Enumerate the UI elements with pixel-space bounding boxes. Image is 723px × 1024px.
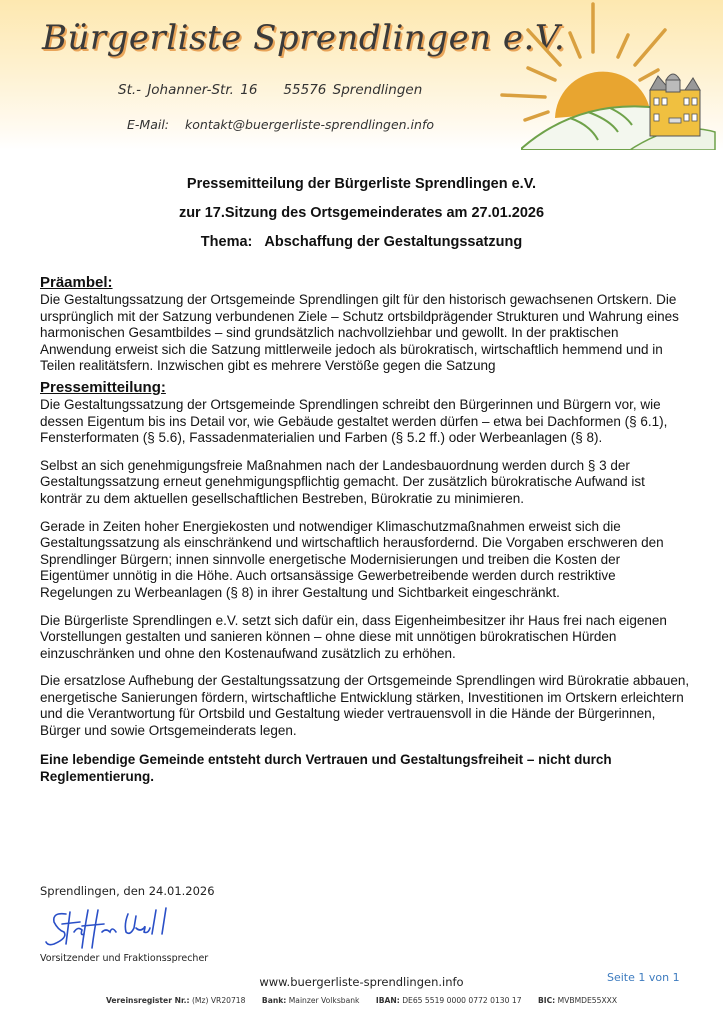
sun-village-logo-icon: [500, 0, 723, 150]
street: St.- Johanner-Str. 16: [118, 82, 258, 98]
email-link[interactable]: kontakt@buergerliste-sprendlingen.info: [185, 117, 435, 132]
email-label: E-Mail:: [127, 117, 170, 132]
building-icon: [650, 74, 700, 136]
body-paragraph: Die ersatzlose Aufhebung der Gestaltungssatzung der Ortsgemeinde Sprendlingen wird Bürokratie abbauen, energetische Sanierungen fördern, wirtschaftliche Entwicklung stärken, Investitionen im Ortskern erleichtern und die Verantwortung für Ortsbild und Gestaltung wieder vertrauensvoll in die Hände der Bürgerinnen, Bürger und sowie Ortsgemeinderats legen.: [40, 673, 690, 739]
bank-value: Mainzer Volksbank: [288, 996, 360, 1005]
bank-label: Bank:: [261, 996, 287, 1005]
iban-label: IBAN:: [375, 996, 400, 1005]
preamble-paragraph: Die Gestaltungssatzung der Ortsgemeinde Sprendlingen gilt für den historisch gewachsenen Ortskern. Die ursprünglich mit der Satzung verbundenen Ziele – Schutz ortsbildprägender Strukturen und Wahrung eines harmonischen Gesamtbildes – sind grundsätzlich nachvollziehbar und gewollt. In der praktischen Anwendung erweist sich die Satzung mittlerweile jedoch als bürokratisch, wirtschaftlich hemmend und in Teilen realitätsfern. Inzwischen gibt es mehrere Verstöße gegen die Satzung: [40, 292, 679, 374]
body-paragraph: Die Bürgerliste Sprendlingen e.V. setzt sich dafür ein, dass Eigenheimbesitzer ihr Haus frei nach eigenen Vorstellungen gestalten und sanieren können – ohne diese mit unnötigen bürokratischen Hürden einzuschränken und ohne den Kostenaufwand zusätzlich zu erhöhen.: [40, 612, 667, 661]
footer-bank-details: [0, 996, 723, 1005]
press-release-title: [0, 170, 723, 257]
body-paragraph: Die Gestaltungssatzung der Ortsgemeinde Sprendlingen schreibt den Bürgerinnen und Bürgern vor, wie dessen Eigentum bis ins Detail vor, wie Gebäude gestaltet werden dürfen – etwa bei Dachformen (§ 6.1), Fensterformaten (§ 5.6), Fassadenmaterialien und Farben (§ 5.2 ff.) oder Werbeanlagen (§ 8).: [40, 396, 668, 446]
page-number: Seite 1 von 1: [607, 971, 680, 984]
topic-label: Thema:: [200, 234, 253, 250]
email-line: [127, 117, 434, 132]
title-line-2: zur 17.Sitzung des Ortsgemeinderates am 27.01.2026: [178, 205, 545, 221]
signer-role: Vorsitzender und Fraktionssprecher: [40, 953, 209, 964]
closing-statement: Eine lebendige Gemeinde entsteht durch Vertrauen und Gestaltungsfreiheit – nicht durch Reglementierung.: [40, 751, 612, 784]
iban-value: DE65 5519 0000 0772 0130 17: [402, 996, 522, 1005]
postal-address: [118, 82, 422, 98]
place-and-date: Sprendlingen, den 24.01.2026: [40, 884, 215, 898]
register-value: (Mz) VR20718: [191, 996, 246, 1005]
bic-label: BIC:: [537, 996, 556, 1005]
preamble-heading: Präambel:: [40, 274, 113, 291]
footer-website-link[interactable]: www.buergerliste-sprendlingen.info: [259, 975, 464, 989]
body-content: [40, 274, 690, 785]
topic-value: Abschaffung der Gestaltungssatzung: [264, 234, 523, 250]
register-label: Vereinsregister Nr.:: [105, 996, 190, 1005]
letterhead: [0, 0, 723, 150]
title-line-1: Pressemitteilung der Bürgerliste Sprendlingen e.V.: [186, 176, 537, 192]
handwritten-signature-icon: [44, 902, 184, 950]
body-paragraph: Gerade in Zeiten hoher Energiekosten und notwendiger Klimaschutzmaßnahmen erweist sich die Gestaltungssatzung als einschränkend und wirtschaftlich herausfordernd. Die Vorgaben erschweren den Sprendlinger Bürgern; innen sinnvolle energetische Modernisierungen und treiben die Kosten der Eigentümer unnötig in die Höhe. Auch ortsansässige Gewerbetreibende werden durch restriktive Regelungen zu Werbeanlagen (§ 8) in ihrer Gestaltung und Sichtbarkeit eingeschränkt.: [40, 518, 664, 600]
city: 55576 Sprendlingen: [283, 82, 423, 98]
press-release-heading: Pressemitteilung:: [40, 378, 166, 396]
body-paragraph: Selbst an sich genehmigungsfreie Maßnahmen nach der Landesbauordnung werden durch § 3 der Gestaltungssatzung erneut genehmigungspflichtig gemacht. Der zusätzlich bürokratische Aufwand ist konträr zu dem aktuellen gesellschaftlichen Bestreben, Bürokratie zu minimieren.: [40, 457, 645, 506]
organization-name: Bürgerliste Sprendlingen e.V.: [42, 18, 566, 58]
bic-value: MVBMDE55XXX: [557, 996, 618, 1005]
title-topic: [0, 228, 723, 257]
